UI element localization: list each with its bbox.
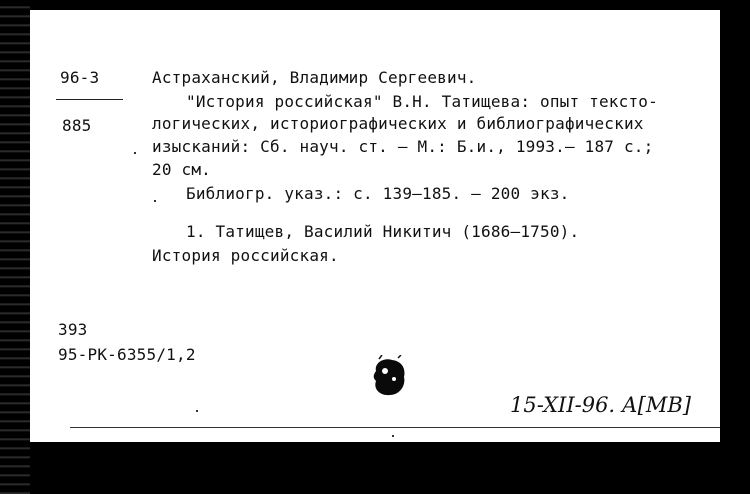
title-line-4: 20 см. [152, 160, 211, 179]
call-number-divider [56, 99, 123, 100]
speck-mark [134, 152, 136, 154]
speck-mark [196, 410, 198, 412]
title-line-1: "История российская" В.Н. Татищева: опыт тексто- [186, 92, 658, 111]
call-number-bottom: 885 [62, 116, 92, 135]
subject-entry-line-1: 1. Татищев, Василий Никитич (1686–1750). [186, 222, 580, 241]
handwritten-date-note: 15-XII-96. А[МВ] [510, 393, 692, 417]
speck-mark [154, 200, 156, 202]
scan-edge [0, 0, 30, 494]
call-number-top: 96-3 [60, 68, 100, 87]
title-line-3: изысканий: Сб. науч. ст. – М.: Б.и., 1993.– 187 с.; [152, 137, 654, 156]
title-line-2: логических, историографических и библиографических [152, 114, 644, 133]
catalog-code-1: 393 [58, 320, 88, 339]
catalog-code-2: 95-РК-6355/1,2 [58, 345, 196, 364]
subject-entry-line-2: История российская. [152, 246, 339, 265]
speck-mark [392, 435, 394, 437]
ink-stamp-blot [370, 355, 408, 397]
card-bottom-rule [70, 427, 720, 428]
author-heading: Астраханский, Владимир Сергеевич. [152, 68, 477, 87]
bibliography-note: Библиогр. указ.: с. 139–185. – 200 экз. [186, 184, 570, 203]
